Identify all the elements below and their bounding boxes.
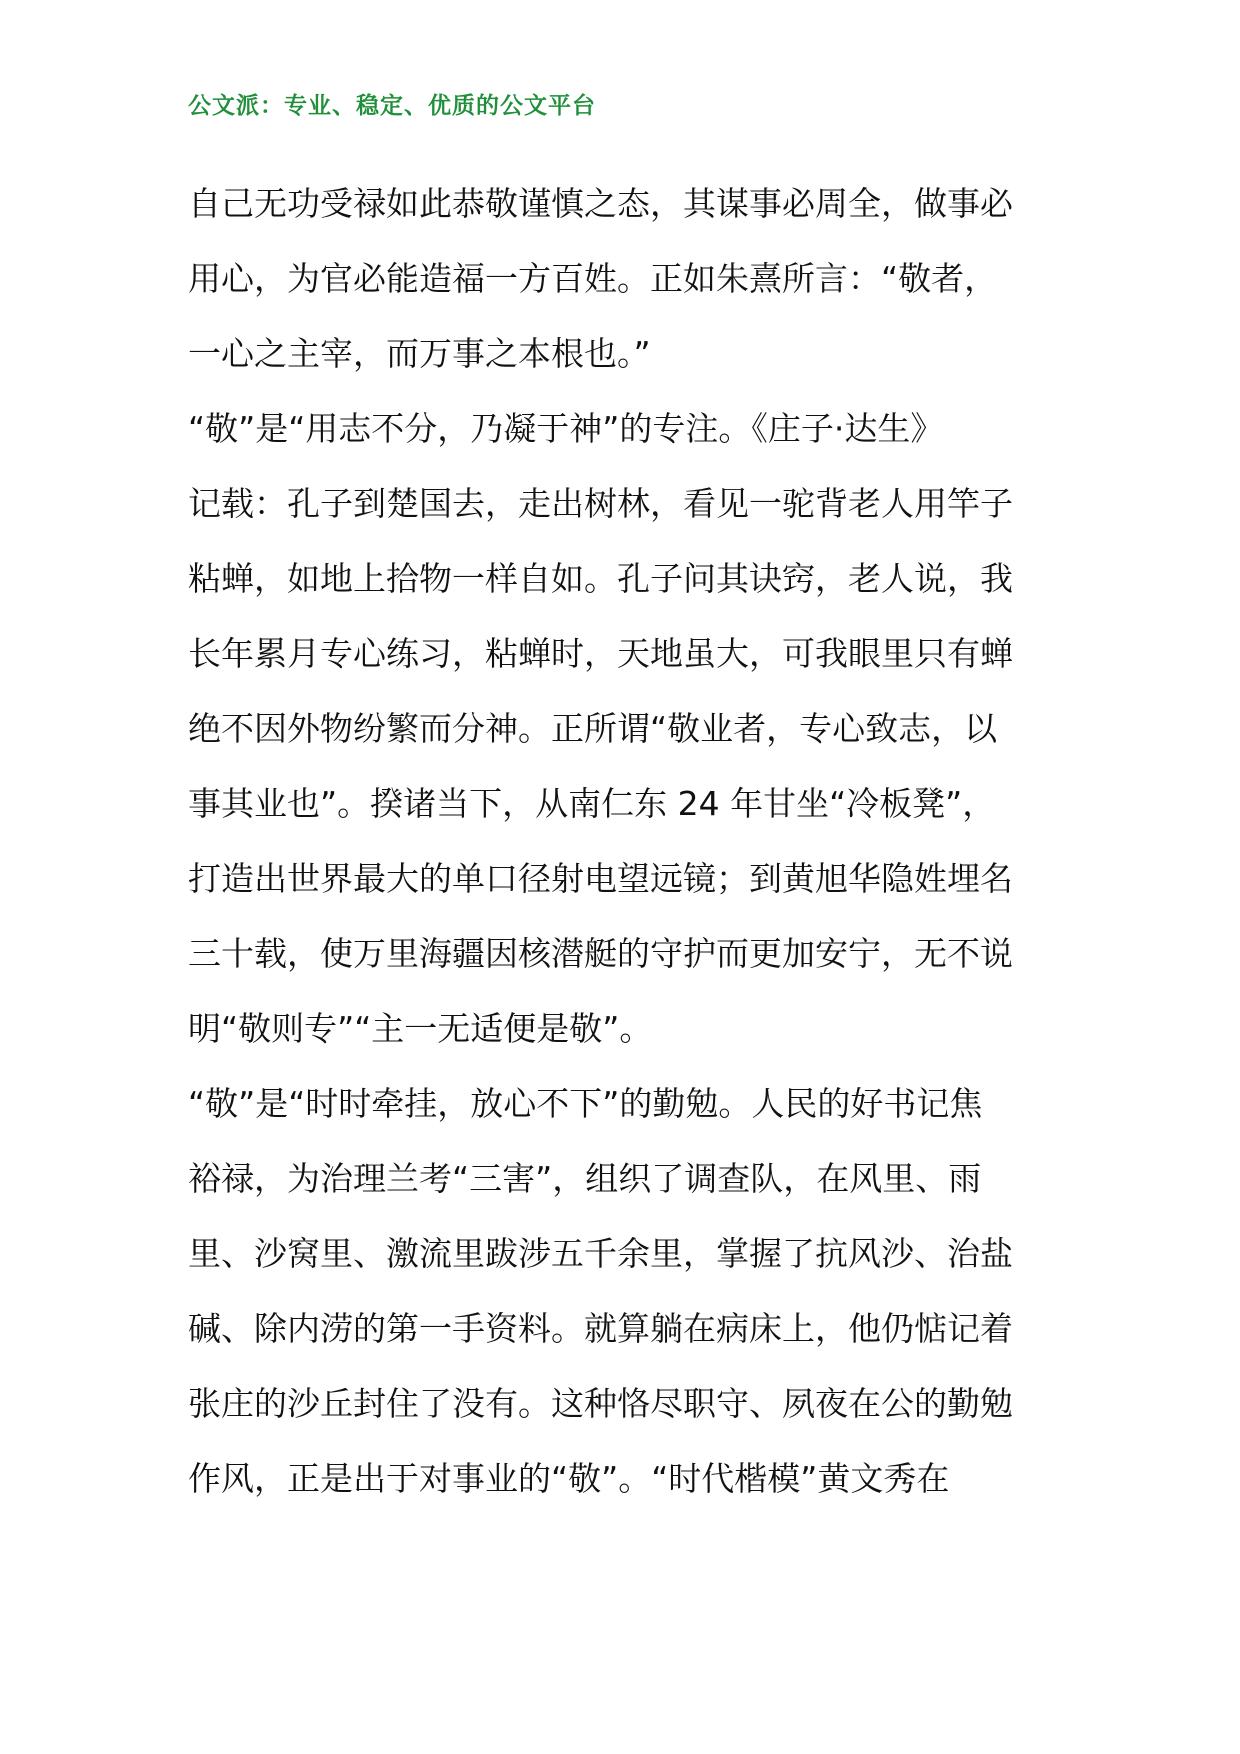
text-line: 一心之主宰，而万事之本根也。” — [188, 334, 651, 373]
text-line: “敬”是“用志不分，乃凝于神”的专注。《庄子·达生》 — [188, 409, 944, 448]
text-line: 张庄的沙丘封住了没有。这种恪尽职守、夙夜在公的勤勉 — [188, 1384, 1013, 1423]
text-line: 作风，正是出于对事业的“敬”。“时代楷模”黄文秀在 — [188, 1459, 950, 1498]
text-line: 记载：孔子到楚国去，走出树林，看见一驼背老人用竿子 — [188, 484, 1013, 523]
text-line: 用心，为官必能造福一方百姓。正如朱熹所言：“敬者， — [188, 259, 998, 298]
text-line: 三十载，使万里海疆因核潜艇的守护而更加安宁，无不说 — [188, 934, 1013, 973]
body-text — [188, 166, 1058, 1516]
text-line: 粘蝉，如地上拾物一样自如。孔子问其诀窍，老人说，我 — [188, 559, 1013, 598]
page-header: 公文派：专业、稳定、优质的公文平台 — [188, 93, 596, 119]
text-line: 绝不因外物纷繁而分神。正所谓“敬业者，专心致志，以 — [188, 709, 998, 748]
text-line: 碱、除内涝的第一手资料。就算躺在病床上，他仍惦记着 — [188, 1309, 1013, 1348]
text-line: 自己无功受禄如此恭敬谨慎之态，其谋事必周全，做事必 — [188, 184, 1013, 223]
text-line: 里、沙窝里、激流里跋涉五千余里，掌握了抗风沙、治盐 — [188, 1234, 1013, 1273]
text-line: “敬”是“时时牵挂，放心不下”的勤勉。人民的好书记焦 — [188, 1084, 983, 1123]
text-line: 事其业也”。揆诸当下，从南仁东 24 年甘坐“冷板凳”， — [188, 784, 996, 823]
text-line: 长年累月专心练习，粘蝉时，天地虽大，可我眼里只有蝉 — [188, 634, 1013, 673]
text-line: 裕禄，为治理兰考“三害”，组织了调查队，在风里、雨 — [188, 1159, 982, 1198]
text-line: 打造出世界最大的单口径射电望远镜；到黄旭华隐姓埋名 — [188, 859, 1013, 898]
text-line: 明“敬则专”“主一无适便是敬”。 — [188, 1009, 653, 1048]
